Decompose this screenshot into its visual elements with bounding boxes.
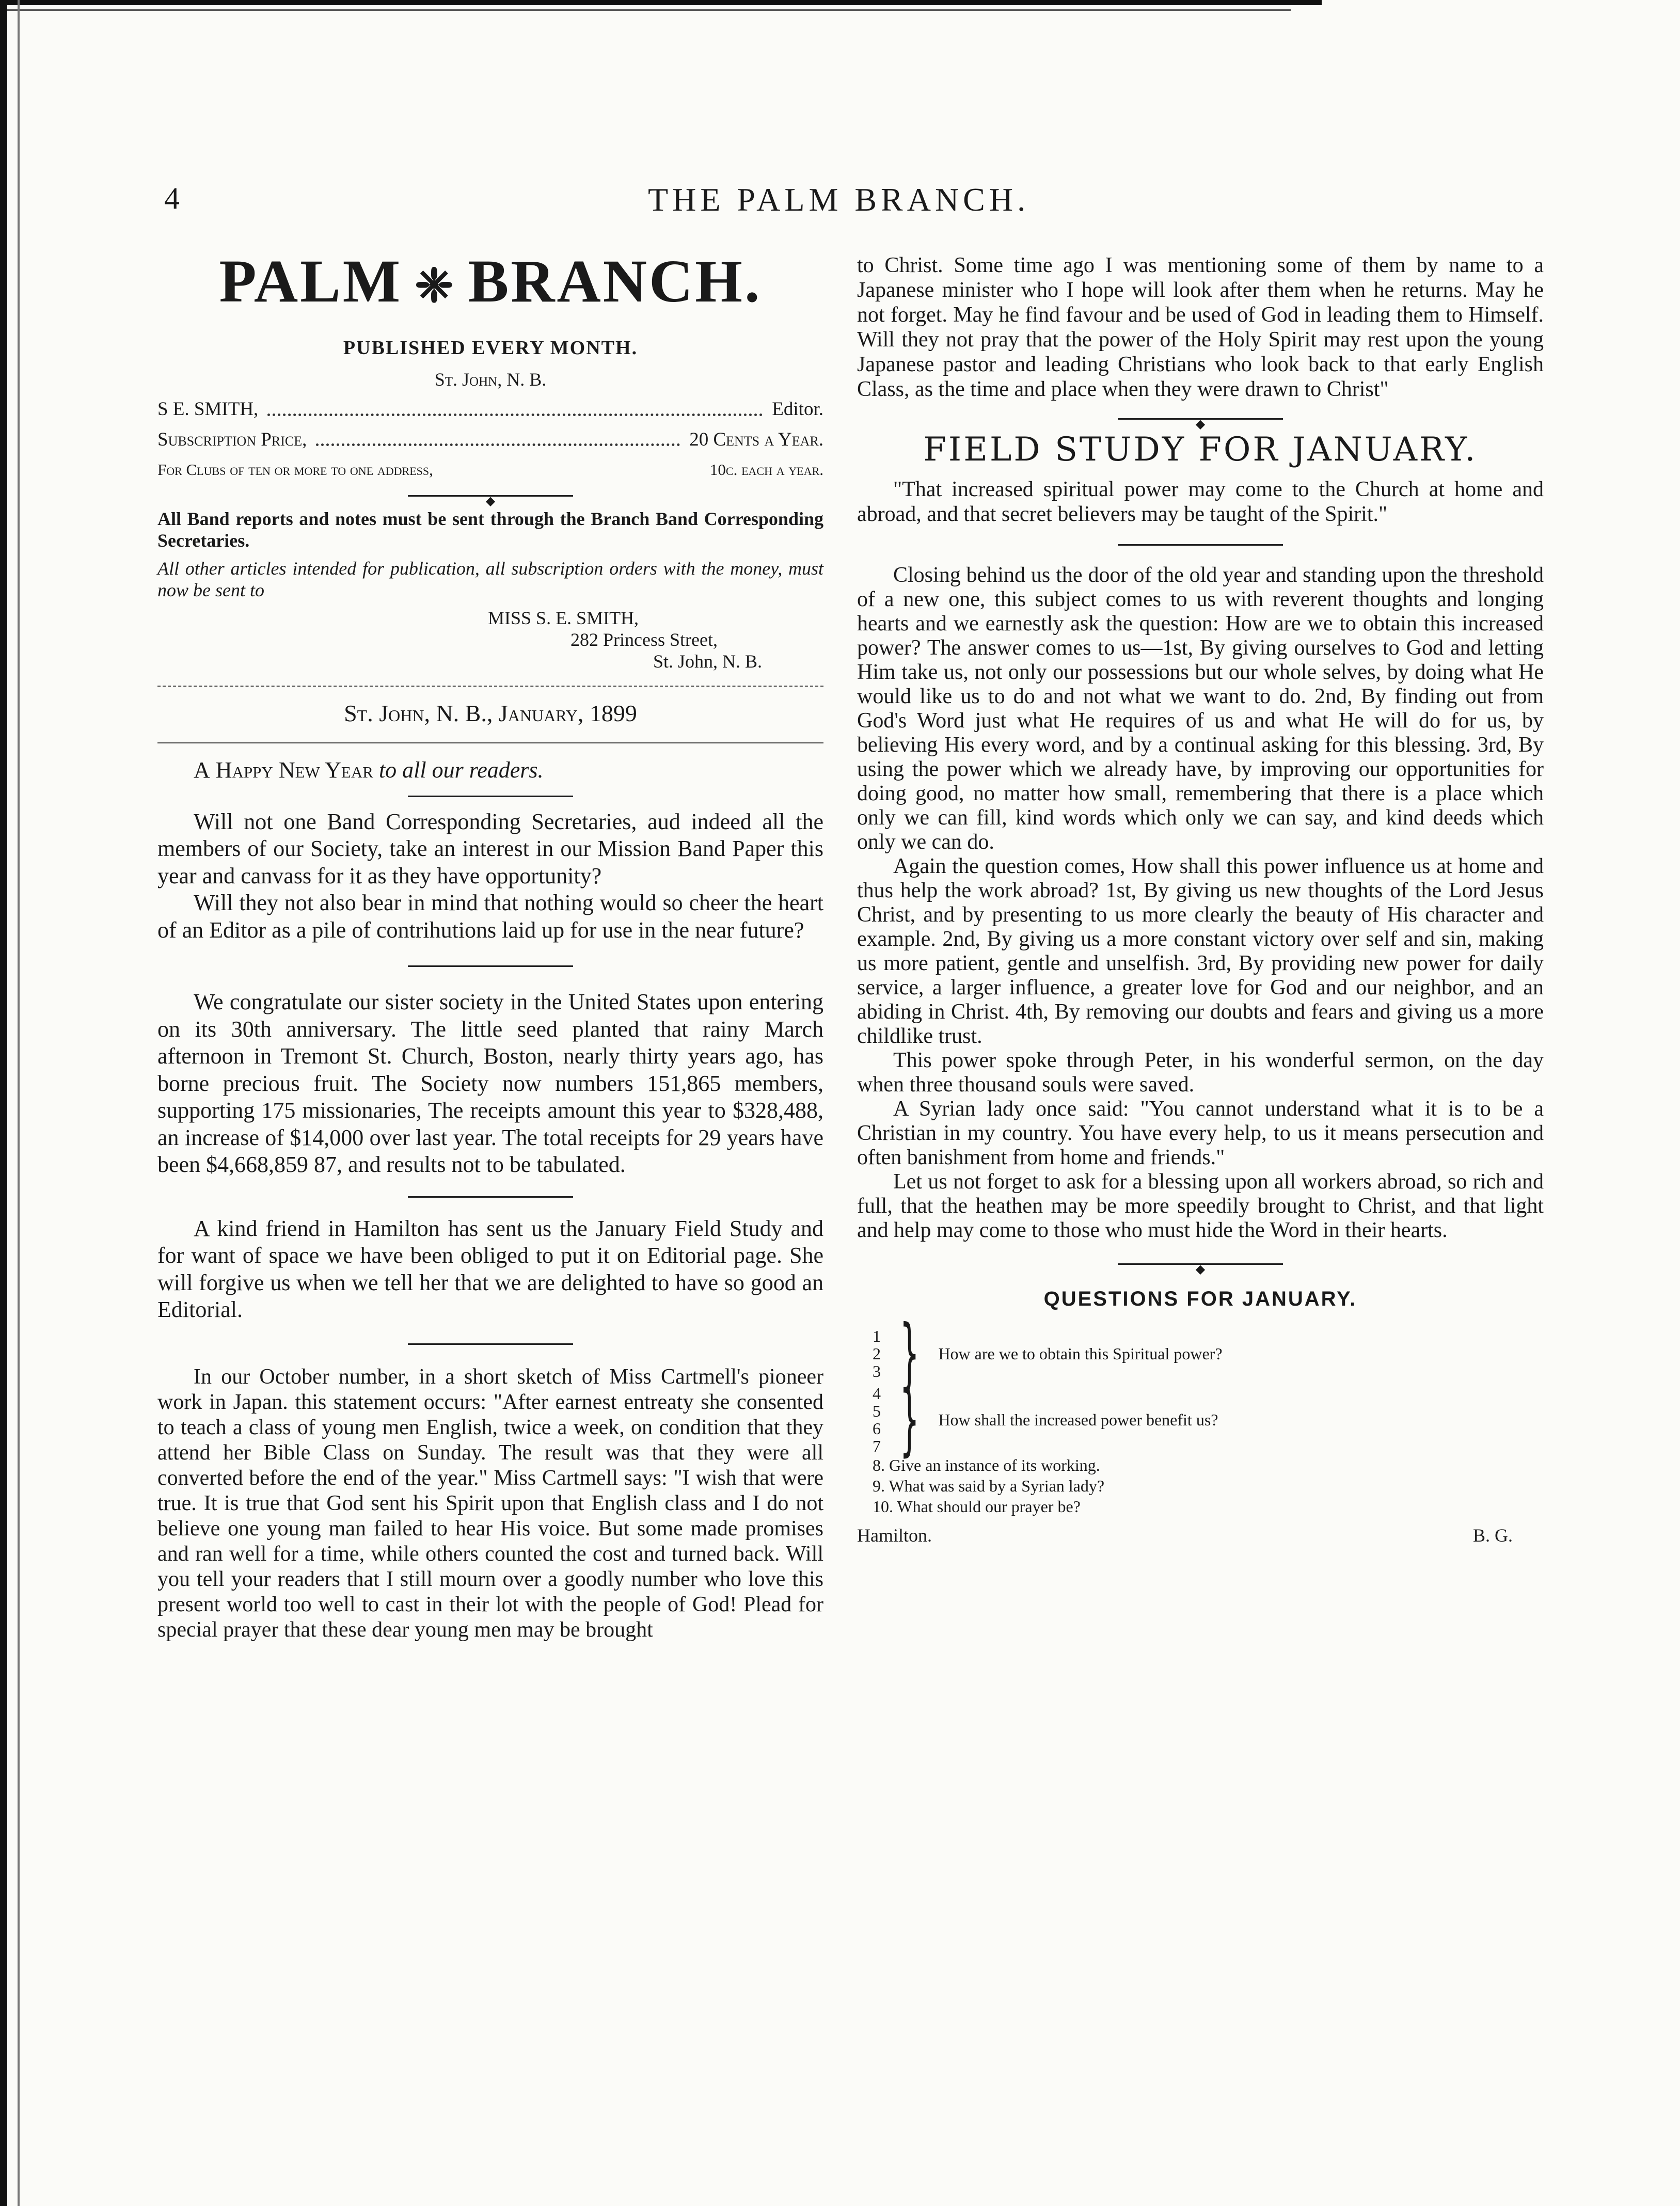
masthead-right: BRANCH. bbox=[468, 247, 762, 315]
question-numbers bbox=[873, 1327, 881, 1380]
scan-border-left bbox=[0, 0, 7, 2206]
leader-dots bbox=[316, 426, 680, 447]
question-number: 5 bbox=[873, 1402, 881, 1420]
separator bbox=[408, 495, 573, 497]
greeting-part: A bbox=[194, 757, 210, 783]
question-number: 2 bbox=[873, 1344, 881, 1363]
left-column bbox=[157, 248, 823, 1643]
masthead bbox=[157, 248, 823, 320]
info-label: For Clubs of ten or more to one address, bbox=[157, 461, 433, 479]
page-number: 4 bbox=[164, 181, 180, 215]
scan-border-top-thin bbox=[0, 9, 1291, 11]
question-number: 3 bbox=[873, 1362, 881, 1380]
paragraph: Let us not forget to ask for a blessing upon all workers abroad, so rich and full, that the heathen may be more speedily brought to Christ, and that light and help may come to those who must hide the Word in their hearts. bbox=[857, 1169, 1544, 1242]
scan-border-left-thin bbox=[18, 0, 20, 2206]
greeting-smallcaps: Happy New Year bbox=[215, 757, 373, 783]
separator bbox=[408, 965, 573, 967]
question-text: How are we to obtain this Spiritual power? bbox=[938, 1344, 1223, 1363]
question-number: 1 bbox=[873, 1327, 881, 1345]
info-label: Subscription Price, bbox=[157, 428, 307, 450]
paragraph: A Syrian lady once said: "You cannot understand what it is to be a Christian in my country. You have every help, to us it means persecution and often banishment from home and friends." bbox=[857, 1097, 1544, 1169]
info-value: 10c. each a year. bbox=[709, 461, 823, 479]
published-line: PUBLISHED EVERY MONTH. bbox=[343, 337, 638, 359]
paragraph: Will not one Band Corresponding Secretaries, aud indeed all the members of our Society, take an interest in our Mission Band Paper this year and canvass for it as they have opportunity? bbox=[157, 808, 823, 888]
signature-row bbox=[857, 1522, 1544, 1549]
info-editor bbox=[157, 396, 823, 423]
address-city: St. John, N. B. bbox=[653, 650, 763, 672]
brace-icon: } bbox=[899, 1375, 920, 1465]
scan-border-top bbox=[0, 0, 1322, 5]
paragraph: We congratulate our sister society in the United States upon entering on its 30th anniversary. The little seed planted that rainy March afternoon in Tremont St. Church, Boston, nearly thirty years ago, has borne precious fruit. The Society now numbers 151,865 members, supporting 175 missionaries, The receipts amount this year to $328,488, an increase of $14,000 over last year. The total receipts for 29 years have been $4,668,859 87, and results not to be tabulated. bbox=[157, 989, 823, 1177]
question-group-1 bbox=[873, 1309, 1544, 1399]
ornament-icon: ❈ bbox=[415, 261, 456, 312]
paragraph: In our October number, in a short sketch of Miss Cartmell's pioneer work in Japan. this statement occurs: "After earnest entreaty she consented to teach a class of young men English, twice a week, on condition that they attend her Bible Class on Sunday. The result was that they were all converted before the end of the year." Miss Cartmell says: "I wish that were true. It is true that God sent his Spirit upon that English class and I do not believe one young man failed to hear His voice. But some made promises and ran well for a time, while others counted the cost and turned back. Will you tell your readers that I still mourn over a goodly number who love this present world too well to cast in their lot with the people of God! Plead for special prayer that these dear young men may be brought bbox=[157, 1364, 823, 1642]
notice-band-reports: All Band reports and notes must be sent through the Branch Band Corresponding Secretaries. bbox=[157, 508, 823, 551]
paragraph: Closing behind us the door of the old year and standing upon the threshold of a new one, this subject comes to us with reverent thoughts and longing hearts and we earnestly ask the question: How are we to obtain this increased power? The answer comes to us—1st, By giving ourselves to God and letting Him take us, not only our possessions but our whole selves, by doing what He would like us to do and not what we want to do. 2nd, By finding out from God's Word just what He requires of us and what He will do for us, by believing His every word, and by a continual asking for this blessing. 3rd, By using the power which we already have, by improving our opportunities for doing good, no matter how small, remembering that there is a place which only we can fill, kind words which only we can say, and kind deeds which only we can do. bbox=[857, 563, 1544, 854]
question-8: 8. Give an instance of its working. bbox=[873, 1456, 1100, 1474]
question-text: How shall the increased power benefit us? bbox=[938, 1410, 1218, 1429]
leader-dots bbox=[267, 396, 763, 416]
info-label: S E. SMITH, bbox=[157, 399, 259, 420]
info-clubs bbox=[157, 456, 823, 484]
question-9: 9. What was said by a Syrian lady? bbox=[873, 1477, 1105, 1495]
paragraph-continued: to Christ. Some time ago I was mentioning some of them by name to a Japanese minister who I hope will look after them when he returns. May he not forget. May he find favour and be used of God in leading them to Himself. Will they not pray that the power of the Holy Spirit may rest upon the young Japanese pastor and leading Christians who look back to that early English Class, as the time and place when they were drawn to Christ" bbox=[857, 253, 1544, 401]
question-number: 7 bbox=[873, 1437, 881, 1455]
question-numbers bbox=[873, 1385, 881, 1455]
running-head: THE PALM BRANCH. bbox=[648, 181, 1030, 218]
separator bbox=[1118, 418, 1283, 420]
masthead-place: St. John, N. B. bbox=[434, 369, 547, 390]
signature-place: Hamilton. bbox=[857, 1525, 932, 1546]
question-number: 6 bbox=[873, 1419, 881, 1438]
info-subscription bbox=[157, 426, 823, 454]
info-value: Editor. bbox=[772, 399, 823, 420]
motto: "That increased spiritual power may come to the Church at home and abroad, and that secret believers may be taught of the Spirit." bbox=[857, 477, 1544, 526]
masthead-left: PALM bbox=[219, 247, 403, 315]
notice-articles: All other articles intended for publication, all subscription orders with the money, must now be sent to bbox=[157, 558, 823, 600]
separator bbox=[1118, 1263, 1283, 1265]
field-study-heading: FIELD STUDY FOR JANUARY. bbox=[923, 431, 1478, 469]
brace-icon: } bbox=[899, 1309, 920, 1399]
questions-title: QUESTIONS FOR JANUARY. bbox=[1043, 1287, 1357, 1310]
address-street: 282 Princess Street, bbox=[570, 629, 718, 650]
greeting-part: to all our readers. bbox=[378, 757, 544, 783]
full-rule bbox=[157, 686, 823, 687]
separator bbox=[408, 1196, 573, 1198]
full-rule bbox=[157, 742, 823, 743]
paragraph: Again the question comes, How shall this power influence us at home and thus help the work abroad? 1st, By giving us new thoughts of the Lord Jesus Christ, and by presenting to us more clearly the beauty of His character and example. 2nd, By giving us a more constant victory over self and sin, making us more patient, gentle and unselfish. 3rd, By providing new power for daily service, a larger influence, a greater love for God and our neighbor, and an abiding in Christ. 4th, By removing our doubts and fears and giving us a more childlike trust. bbox=[857, 854, 1544, 1048]
paragraph: A kind friend in Hamilton has sent us the January Field Study and for want of space we have been obliged to put it on Editorial page. She will forgive us when we tell her that we are delighted to have so good an Editorial. bbox=[157, 1215, 823, 1322]
signature-initials: B. G. bbox=[1472, 1525, 1513, 1546]
paragraph: Will they not also bear in mind that nothing would so cheer the heart of an Editor as a pile of contrihutions laid up for use in the near future? bbox=[157, 890, 823, 943]
question-10: 10. What should our prayer be? bbox=[873, 1497, 1081, 1516]
separator bbox=[408, 1343, 573, 1345]
question-number: 4 bbox=[873, 1384, 881, 1403]
paragraph: This power spoke through Peter, in his wonderful sermon, on the day when three thousand souls were saved. bbox=[857, 1048, 1544, 1097]
address-name: MISS S. E. SMITH, bbox=[488, 607, 639, 628]
separator bbox=[408, 796, 573, 797]
right-column bbox=[857, 253, 1544, 1549]
new-year-greeting bbox=[194, 757, 823, 784]
separator bbox=[1118, 544, 1283, 546]
info-value: 20 Cents a Year. bbox=[689, 428, 823, 450]
dateline: St. John, N. B., January, 1899 bbox=[344, 700, 637, 726]
